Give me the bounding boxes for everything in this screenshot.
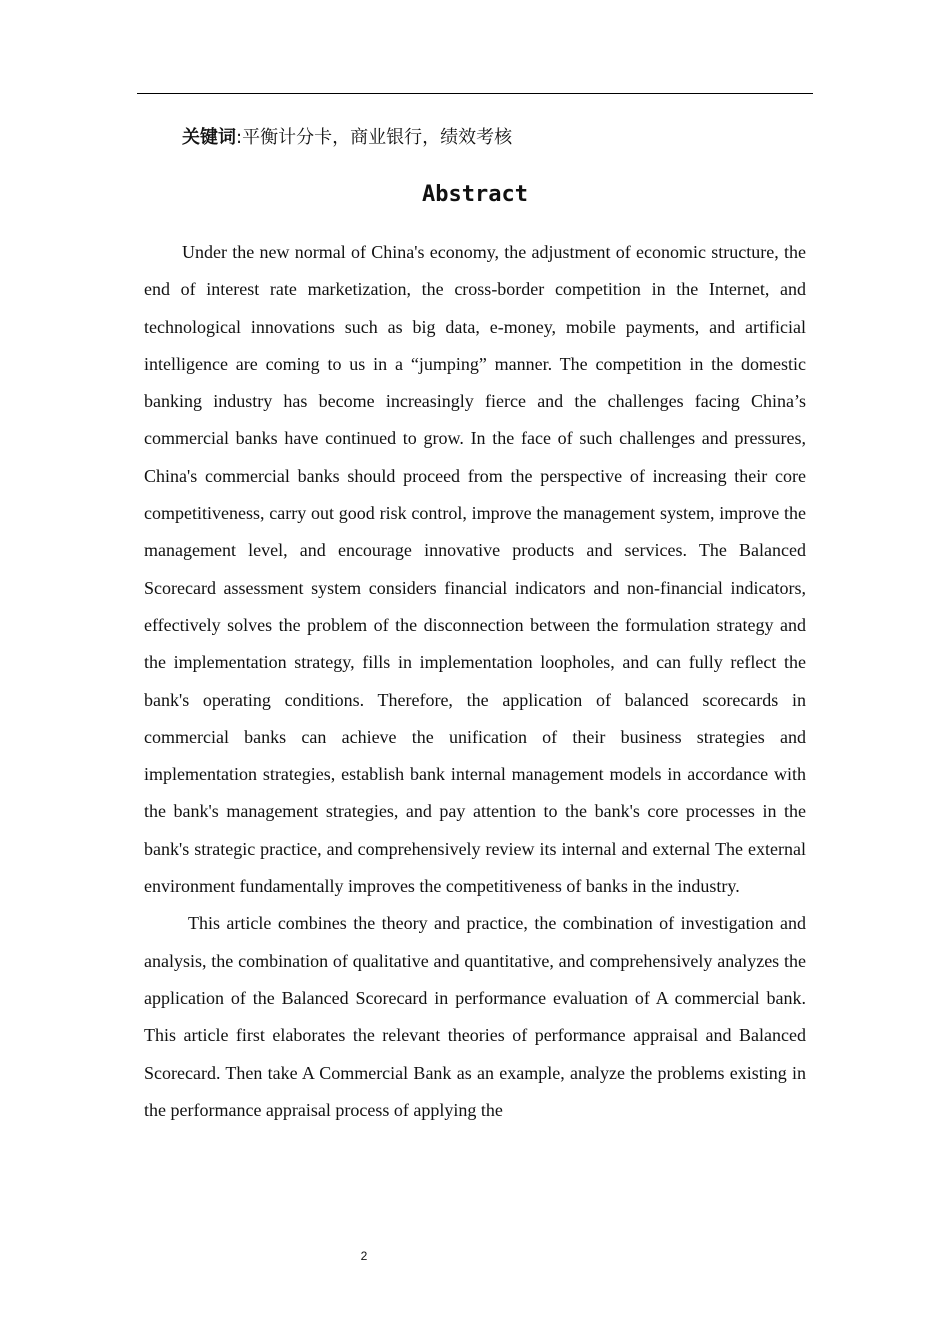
keywords-line [182,125,512,151]
abstract-title: Abstract [422,182,528,207]
abstract-body [144,234,806,1129]
keywords-value: 平衡计分卡，商业银行，绩效考核 [242,127,513,148]
abstract-paragraph-1: Under the new normal of China's economy, the adjustment of economic structure, the end of interest rate marketization, the cross-border competition in the Internet, and technological innovations such as big data, e-money, mobile payments, and artificial intelligence are coming to us in a “jumping” manner. The competition in the domestic banking industry has become increasingly fierce and the challenges facing China’s commercial banks have continued to grow. In the face of such challenges and pressures, China's commercial banks should proceed from the perspective of increasing their core competitiveness, carry out good risk control, improve the management system, improve the management level, and encourage innovative products and services. The Balanced Scorecard assessment system considers financial indicators and non-financial indicators, effectively solves the problem of the disconnection between the formulation strategy and the implementation strategy, fills in implementation loopholes, and can fully reflect the bank's operating conditions. Therefore, the application of balanced scorecards in commercial banks can achieve the unification of their business strategies and implementation strategies, establish bank internal management models in accordance with the bank's management strategies, and pay attention to the bank's core processes in the bank's strategic practice, and comprehensively review its internal and external The external environment fundamentally improves the competitiveness of banks in the industry. [144,242,806,897]
page-number: 2 [360,1249,368,1263]
header-rule [137,93,813,94]
abstract-paragraph-2: This article combines the theory and practice, the combination of investigation and analysis, the combination of qualitative and quantitative, and comprehensively analyzes the application of the Balanced Scorecard in performance evaluation of A commercial bank. This article first elaborates the relevant theories of performance appraisal and Balanced Scorecard. Then take A Commercial Bank as an example, analyze the problems existing in the performance appraisal process of applying the [144,913,806,1120]
keywords-label: 关键词 [182,127,236,148]
keywords-separator: : [236,127,243,148]
